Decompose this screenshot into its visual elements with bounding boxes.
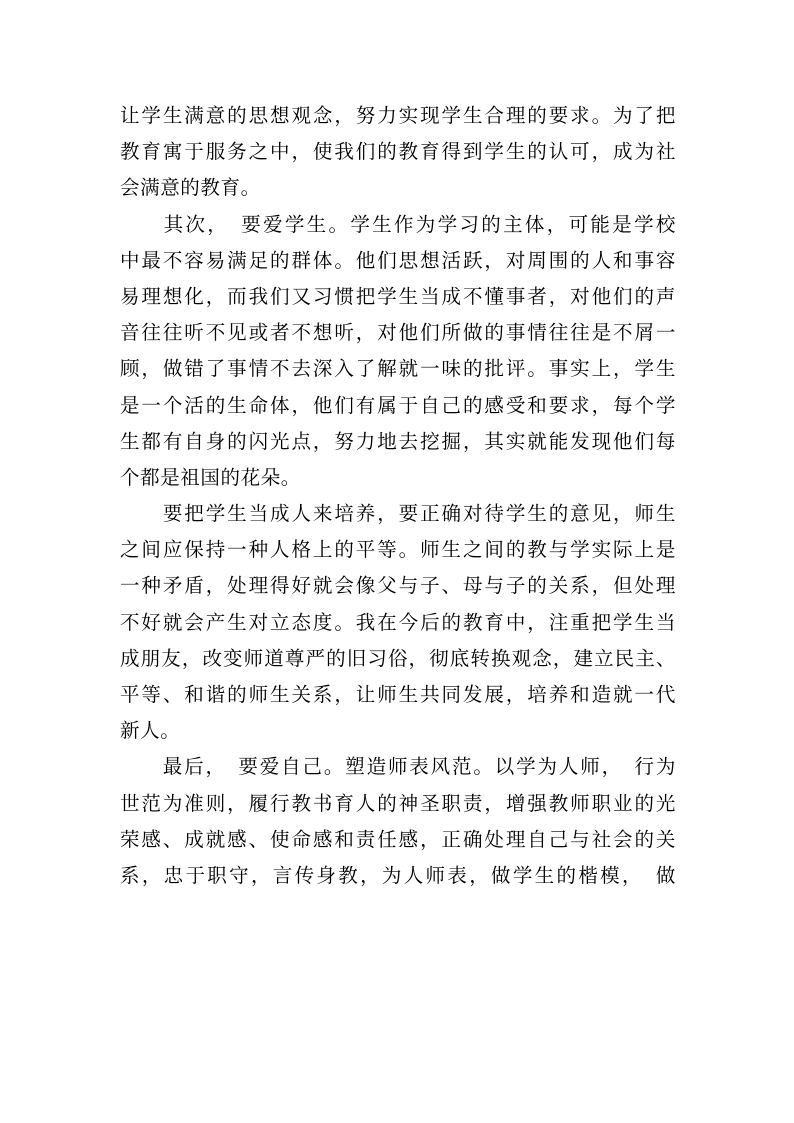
text-line: 教育寓于服务之中，使我们的教育得到学生的认可，成为社 (120, 140, 676, 164)
text-line: 会满意的教育。 (120, 176, 261, 200)
text-line: 最后， 要爱自己。塑造师表风范。以学为人师， 行为 (120, 755, 676, 779)
text-line: 是一个活的生命体，他们有属于自己的感受和要求，每个学 (120, 393, 676, 417)
text-line: 让学生满意的思想观念，努力实现学生合理的要求。为了把 (120, 104, 676, 127)
text-line: 生都有自身的闪光点，努力地去挖掘，其实就能发现他们每 (120, 429, 676, 453)
text-line: 个都是祖国的花朵。 (120, 465, 301, 489)
text-line: 一种矛盾，处理得好就会像父与子、母与子的关系，但处理 (120, 574, 676, 598)
text-line: 平等、和谐的师生关系，让师生共同发展，培养和造就一代 (120, 683, 676, 706)
text-line: 其次， 要爱学生。学生作为学习的主体，可能是学校 (120, 212, 676, 236)
body-text (120, 98, 676, 894)
text-line: 顾，做错了事情不去深入了解就一味的批评。事实上，学生 (120, 357, 676, 381)
text-line: 音往往听不见或者不想听，对他们所做的事情往往是不屑一 (120, 321, 676, 345)
text-line: 成朋友，改变师道尊严的旧习俗，彻底转换观念，建立民主、 (120, 646, 676, 670)
text-line: 新人。 (120, 719, 181, 743)
text-line: 系，忠于职守，言传身教，为人师表，做学生的楷模， 做 (120, 863, 676, 887)
text-line: 易理想化，而我们又习惯把学生当成不懂事者，对他们的声 (120, 284, 676, 308)
text-line: 中最不容易满足的群体。他们思想活跃，对周围的人和事容 (120, 248, 676, 272)
text-line: 不好就会产生对立态度。我在今后的教育中，注重把学生当 (120, 610, 676, 634)
text-line: 荣感、成就感、使命感和责任感，正确处理自己与社会的关 (120, 827, 676, 851)
text-line: 要把学生当成人来培养，要正确对待学生的意见，师生 (120, 502, 676, 526)
text-line: 之间应保持一种人格上的平等。师生之间的教与学实际上是 (120, 538, 676, 562)
text-line: 世范为准则，履行教书育人的神圣职责，增强教师职业的光 (120, 791, 676, 815)
